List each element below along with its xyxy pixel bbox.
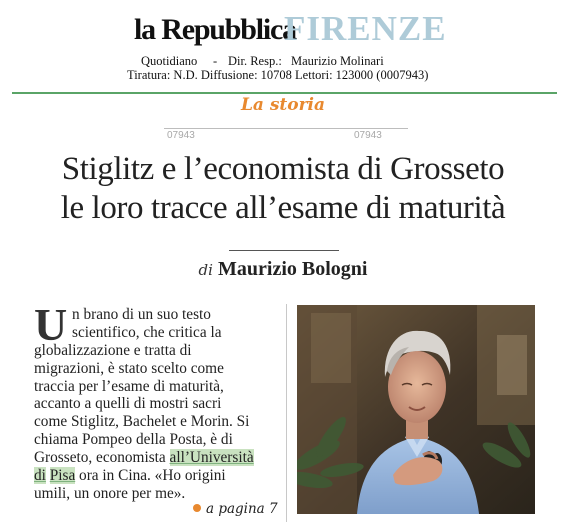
body-line: scientifico, che critica la [72, 323, 222, 341]
drop-cap: U [34, 299, 68, 350]
body-line: accanto a quelli di mostri sacri [34, 395, 222, 413]
meta-separator: - [213, 54, 218, 68]
meta-tiratura: Tiratura: N.D. Diffusione: 10708 Lettori: 123000 (0007943) [127, 68, 429, 82]
body-line: globalizzazione e tratta di [34, 341, 192, 359]
article-code-right: 07943 [354, 130, 382, 141]
masthead-name: la Repubblica [134, 13, 296, 46]
highlight-di: di [34, 467, 46, 485]
headline-line-2: le loro tracce all’esame di maturità [60, 190, 506, 226]
byline [0, 255, 566, 284]
body-line: chiama Pompeo della Posta, è di [34, 431, 233, 449]
meta-dir-resp: Dir. Resp.: [228, 54, 282, 68]
code-rule [164, 128, 408, 129]
body-text-fragment: ora in Cina. «Ho origini [75, 467, 226, 485]
continuation-text: a pagina 7 [206, 501, 278, 517]
byline-author: Maurizio Bologni [218, 258, 368, 280]
headline [14, 150, 552, 228]
column-divider [286, 304, 287, 522]
body-text-fragment: Grosseto, economista [34, 449, 170, 467]
continuation [193, 501, 278, 517]
article-photo [297, 305, 535, 514]
byline-prefix: di [198, 261, 213, 279]
byline-rule [229, 250, 339, 251]
highlight-universita: all’Università [169, 449, 254, 467]
body-line: traccia per l’esame di maturità, [34, 377, 224, 395]
bullet-dot-icon [193, 504, 201, 512]
headline-line-1: Stiglitz e l’economista di Grosseto [61, 151, 505, 187]
body-line [34, 467, 294, 485]
body-line: umili, un onore per me». [34, 484, 186, 502]
body-line: n brano di un suo testo [72, 306, 211, 323]
body-line [34, 449, 294, 467]
body-line: migrazioni, è stato scelto come [34, 359, 224, 377]
article-body [34, 299, 294, 503]
meta-director: Maurizio Molinari [291, 54, 384, 68]
masthead [0, 6, 566, 46]
masthead-edition: FIRENZE [284, 9, 447, 48]
article-code-left: 07943 [167, 130, 195, 141]
highlight-pisa: Pisa [49, 467, 76, 485]
body-line: come Stiglitz, Bachelet e Morin. Si [34, 413, 250, 431]
section-kicker: La storia [240, 95, 326, 115]
meta-quotidiano: Quotidiano [141, 54, 198, 68]
